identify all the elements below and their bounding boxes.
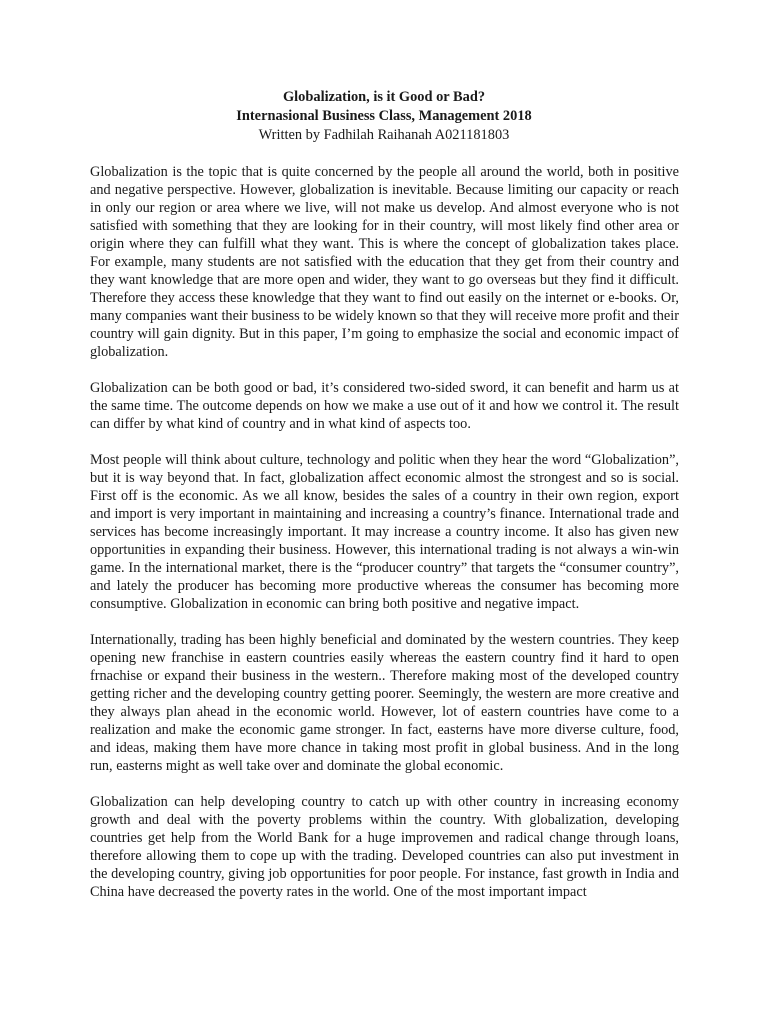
author-line: Written by Fadhilah Raihanah A021181803 [258,127,510,143]
paragraph: Internationally, trading has been highly beneficial and dominated by the western countries. They keep opening new franchise in eastern countries easily whereas the eastern country find it hard to open frnachise or expand their business in the western.. Therefore making most of the developed country getting richer and the developing country getting poorer. Seemingly, the western are more creative and they always plan ahead in the economic world. However, lot of eastern countries have come to a realization and make the economic game stronger. In fact, easterns have more diverse culture, food, and ideas, making them have more chance in taking most profit in global business. And in the long run, easterns might as well take over and dominate the global economic. [90,632,679,774]
document-subtitle: Internasional Business Class, Management 2018 [236,108,532,124]
paragraph: Globalization can be both good or bad, it’s considered two-sided sword, it can benefit and harm us at the same time. The outcome depends on how we make a use out of it and how we control it. The result can differ by what kind of country and in what kind of aspects too. [90,380,679,432]
document-body [90,163,679,919]
paragraph: Globalization can help developing country to catch up with other country in increasing economy growth and deal with the poverty problems within the country. With globalization, developing countries get help from the World Bank for a huge improvemen and radical change through loans, therefore allowing them to cope up with the trading. Developed countries can also put investment in the developing country, giving job opportunities for poor people. For instance, fast growth in India and China have decreased the poverty rates in the world. One of the most important impact [90,794,679,900]
paragraph: Globalization is the topic that is quite concerned by the people all around the world, both in positive and negative perspective. However, globalization is inevitable. Because limiting our capacity or reach in only our region or area where we live, will not make us develop. And almost everyone who is not satisfied with something that they are looking for in their country, will most likely find other area or origin where they can fulfill what they want. This is where the concept of globalization takes place. For example, many students are not satisfied with the education that they get from their country and they want knowledge that are more open and wider, they want to go overseas but they find it difficult. Therefore they access these knowledge that they want to find out easily on the internet or e-books. Or, many companies want their business to be widely known so that they will receive more profit and their country will gain dignity. But in this paper, I’m going to emphasize the social and economic impact of globalization. [90,164,679,360]
document-header [0,88,768,145]
paragraph: Most people will think about culture, technology and politic when they hear the word “Globalization”, but it is way beyond that. In fact, globalization affect economic almost the strongest and so is social. First off is the economic. As we all know, besides the sales of a country in their own region, export and import is very important in maintaining and increasing a country’s finance. International trade and services has become increasingly important. It may increase a country income. It also has given new opportunities in expanding their business. However, this international trading is not always a win-win game. In the international market, there is the “producer country” that targets the “consumer country”, and lately the producer has becoming more productive whereas the consumer has becoming more consumptive. Globalization in economic can bring both positive and negative impact. [90,452,679,612]
document-title: Globalization, is it Good or Bad? [282,89,486,105]
